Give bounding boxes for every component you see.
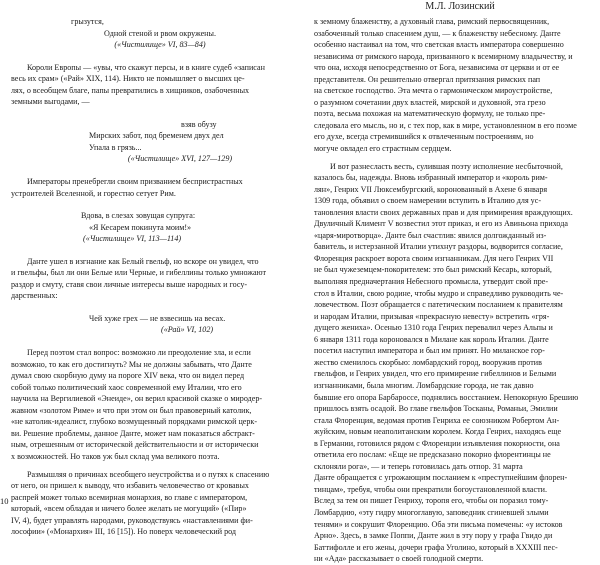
quote-3-line: Вдова, в слезах зовущая супруга: (81, 211, 196, 221)
quote-citation: («Чистилище» VI, 113—114) (83, 234, 182, 244)
paragraph-line: раздор и смуту, ставя свои личные интересы выше народных и госу- (11, 279, 248, 289)
paragraph-line: Размышляя о причинах всеобщего неустройства и о путях к спасению (27, 469, 270, 479)
quote-2-line: Мирских забот, под бременем двух дел (89, 131, 224, 141)
paragraph-line: поэта, весьма похожая на математическую формулу, не только пре- (314, 109, 546, 119)
paragraph-line: ным, отрешенным от исторической действительности и от исторически (11, 440, 259, 450)
paragraph-line: дарственных: (11, 291, 58, 301)
paragraph-line: его духе, всегда стремившийся к отвлеченным построениям, но (314, 132, 534, 142)
paragraph-line: пришлось взять осадой. Во главе гвельфов Тосканы, Романьи, Эмилии (314, 404, 558, 414)
paragraph-line: от него, он пришел к выводу, что избавить человечество от кровавых (11, 481, 249, 491)
paragraph-line: «царя-миротворца». Данте был счастлив: явился долгожданный из- (314, 230, 547, 240)
paragraph-line: который, «всем обладая и ничего более желать не могущий» («Пир» (11, 504, 247, 514)
paragraph-line: к земному блаженству, а духовный глава, римский первосвященник, (314, 17, 550, 26)
quote-4-line: Чей хуже грех — не взвесишь на весах. (89, 313, 226, 323)
paragraph-line: И вот разнесласть весть, сулившая поэту исполнение несбыточной, (330, 161, 563, 171)
paragraph-line: в Германии, готовился рядом с Флоренции изъявления покорности, она (314, 438, 560, 448)
paragraph-line: ви. Решение проблемы, данное Данте, может нам показаться абстракт- (11, 428, 255, 438)
paragraph-line: особенно настаивал на том, что светская власть императора совершенно (314, 40, 564, 50)
page-number: 10 (0, 496, 9, 506)
quote-2-line: Упала в грязь... (89, 142, 142, 152)
paragraph-line: и народам Италии, призывая «прекрасную невесту» встретить «гря- (314, 311, 550, 321)
paragraph-line: тенями» и сокрушит Флоренцию. Оба эти письма помечены: «у истоков (314, 519, 563, 529)
quote-citation: («Чистилище» VI, 83—84) (114, 40, 206, 50)
paragraph-line: озабоченный только спасением душ, — к блаженству небесному. Данте (314, 28, 561, 38)
paragraph-line: Данте ушел в изгнание как Белый гвельф, но вскоре он увидел, что (27, 256, 259, 266)
paragraph-line: Ломбардию, «эту гидру многоглавую, заповедник сгиневшей злыми (314, 507, 549, 517)
paragraph-line: стол в Италии, свою родине, чтобы мудро и справедливо руководить че- (314, 288, 564, 298)
paragraph-line: тинцам», требуя, чтобы они прекратили богоустановленной власти. (314, 484, 548, 494)
paragraph-line: могуче овладел его страстным сердцем. (314, 144, 452, 154)
paragraph-line: Двуличный Климент V возвестил этот приказ, и его из Авиньона прихода (314, 219, 568, 229)
paragraph-line: думал свою скорбную думу на пороге XIV века, что он видел перед (11, 371, 245, 381)
paragraph-line: гвельфов, и Генрих увидел, что его примирение гибеллинов и Белыми (314, 369, 557, 379)
paragraph-line: возможно, то как его достигнуть? Мы не должны забывать, что Данте (11, 359, 252, 369)
paragraph-line: казалось бы, надежды. Вновь избранный император и «король рим- (314, 173, 548, 183)
paragraph-line: Баттифолле и его жены, дочери графа Уголино, который в XXXIII пес- (314, 542, 558, 552)
quote-1-line: грызутся, (71, 17, 104, 26)
quote-citation: («Чистилище» XVI, 127—129) (127, 154, 233, 164)
paragraph-line: независима от римского народа, призванного к всемирному владычеству, и (314, 51, 573, 61)
paragraph-line: что она, исходя непосредственно от Бога, независима от церкви и от ее (314, 63, 560, 73)
paragraph-line: Арно». Здесь, в замке Поппи, Данте жил в эту пору у графа Гвидо ди (314, 531, 553, 541)
paragraph-line: лософии» («Монархия» III, 16 [15]). Но поверх человеческий род (11, 527, 237, 537)
paragraph-line: лян», Генрих VII Люксембургский, коронованный в Ахене 6 января (314, 184, 548, 194)
paragraph-line: выполняя предначертания Небесного промысла, утвердит свой пре- (314, 277, 549, 287)
paragraph-line: посетил наступил императора и был им принят. Но миланское гор- (314, 346, 545, 356)
paragraph-line: IV, 4), будет управлять народами, руководствуясь «наставлениями фи- (11, 515, 253, 525)
quote-2-line: взяв обузу (181, 119, 217, 129)
paragraph-line: о разумном сочетании двух властей, мирской и духовной, эта грезо (314, 97, 546, 107)
paragraph-line: не был чужеземцем-покорителем: это был римский Кесарь, который, (314, 265, 552, 275)
running-header: М.Л. Лозинский (425, 1, 495, 12)
paragraph-line: земными выгодами, — (11, 97, 90, 107)
paragraph-line: распрей может только всемирная монархия, во главе с императором, (11, 492, 248, 502)
paragraph-line: ловечеством. Поэт обращается с патетическим посланием к правителям (314, 300, 563, 310)
paragraph-line: следовала его мысль, но и, с тех пор, как в мире, установленном в его поэме (314, 120, 577, 130)
paragraph-line: Короли Европы — «увы, что скажут персы, и в книге судеб «записан (27, 62, 265, 72)
quote-3-line: «Я Кесарем покинута моим!» (89, 222, 192, 232)
paragraph-line: изгнанниками, была многим. Ломбардские города, не так давно (314, 380, 534, 390)
right-column (314, 16, 598, 565)
paragraph-line: жуйским, новым неаполитанским королем. Когда Генрих, находясь еще (314, 427, 562, 437)
paragraph-line: 1309 года, объявил о своем намерении вступить в Италию для ус- (314, 196, 542, 206)
paragraph-line: бывшие его опора Барбароссе, поднялись восстанием. Непокорную Брешию (314, 392, 579, 402)
paragraph-line: устроителей Вселенной, и горестно сетует Рим. (11, 188, 176, 198)
paragraph-line: представителя. Он решительно отвергал притязания римских пап (314, 74, 541, 84)
paragraph-line: жавном «золотом Риме» и что при этом он был правоверный католик, (11, 405, 252, 415)
paragraph-line: ответила его послам: «Еще не предсказано покорно флорентинцы не (314, 450, 551, 460)
paragraph-line: весь их срам» («Рай» XIX, 114). Никто не помышляет о высших це- (11, 74, 245, 84)
paragraph-line: Вслед за тем он пишет Генриху, торопя его, чтобы он поразил тому- (314, 496, 549, 506)
paragraph-line: Данте обращается с угрожающим посланием к «преступнейшим флорен- (314, 473, 568, 483)
paragraph-line: жество сменилось скорбью: ломбардский город, вооружив против (314, 357, 542, 367)
paragraph-line: дущего жениха». Осенью 1310 года Генрих перевалил через Альпы и (314, 323, 553, 333)
paragraph-line: и гвельфы, был ли они Белые или Черные, и гибеллины только умножают (11, 268, 267, 278)
paragraph-line: х возможностей. Но таков уж был склад ума великого поэта. (11, 451, 220, 461)
paragraph-line: бавитель, и истерзанной Италии утихнут раздоры, водворится согласие, (314, 242, 563, 252)
quote-citation: («Рай» VI, 102) (161, 325, 214, 335)
paragraph-line: лях, о всеобщем благе, папы превратились в хищников, озабоченных (11, 85, 250, 95)
paragraph-line: ни «Ада» рассказывает о своей голодной смерти. (314, 554, 484, 564)
paragraph-line: Перед поэтом стал вопрос: возможно ли преодоление зла, и если (27, 348, 251, 358)
paragraph-line: научила на Вергилиевой «Энеиде», он верил красивой сказке о миродер- (11, 394, 263, 404)
quote-1-line: Одной стеной и рвом окружены. (104, 28, 216, 38)
left-column (11, 16, 309, 538)
paragraph-line: стала Флоренция, ведомая против Генриха ее союзником Робертом Ан- (314, 415, 560, 425)
paragraph-line: 6 января 1311 года короновался в Милане как король Италии. Данте (314, 334, 549, 344)
paragraph-line: Императоры пренебрегли своим призванием беспристрастных (27, 177, 243, 187)
paragraph-line: тановления власти своих державных прав и для примирения враждующих. (314, 207, 573, 217)
paragraph-line: на светское господство. Эта мечта о гармоническом мироустройстве, (314, 86, 553, 96)
paragraph-line: «не католик-идеалист, глубоко возмущенный порядками римской церк- (11, 417, 258, 427)
paragraph-line: склоняли рога», — и теперь готовилась дать отпор. 31 марта (314, 461, 523, 471)
paragraph-line: Флоренция раскроет ворота своим изгнанникам. Для него Генрих VII (314, 253, 554, 263)
paragraph-line: собой только политический хаос современной ему Италии, что его (11, 382, 242, 392)
